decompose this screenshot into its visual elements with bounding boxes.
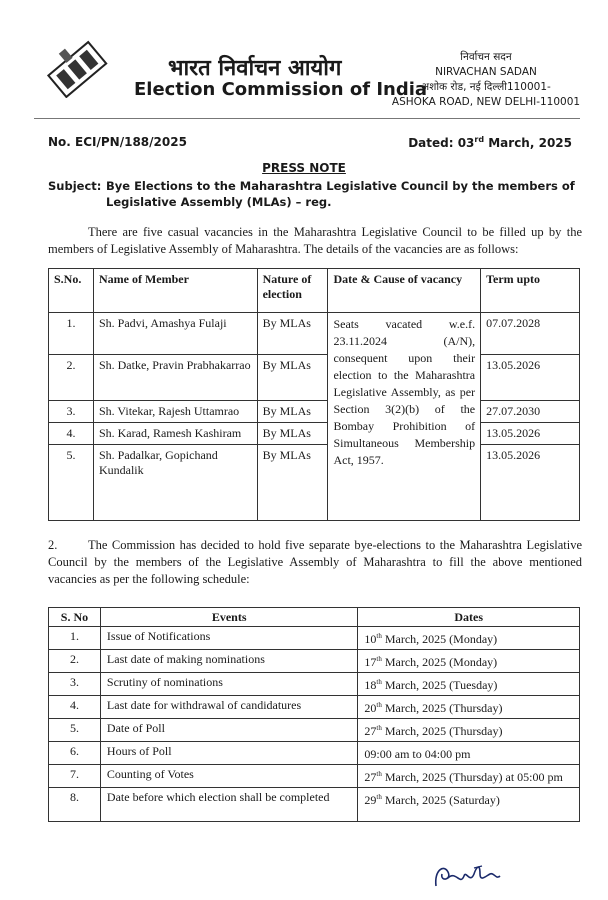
date-sup: th bbox=[376, 701, 382, 709]
date-cell bbox=[358, 742, 580, 765]
table-row bbox=[49, 650, 580, 673]
sno-cell: 3. bbox=[49, 401, 94, 423]
schedule-table bbox=[48, 607, 580, 822]
date-day: 09:00 am to 04:00 pm bbox=[364, 747, 471, 761]
date-sup: th bbox=[376, 724, 382, 732]
name-cell: Sh. Datke, Pravin Prabhakarrao bbox=[93, 355, 257, 401]
date-line bbox=[408, 135, 572, 150]
date-rest: March, 2025 (Monday) bbox=[381, 632, 498, 646]
name-cell: Sh. Padalkar, Gopichand Kundalik bbox=[93, 445, 257, 521]
term-cell: 27.07.2030 bbox=[481, 401, 580, 423]
date-cell bbox=[358, 650, 580, 673]
subject-text: Bye Elections to the Maharashtra Legislative Council by the members of Legislative Assembly (MLAs) – reg. bbox=[106, 179, 575, 209]
event-cell: Scrutiny of nominations bbox=[100, 673, 357, 696]
table-header-row bbox=[49, 608, 580, 627]
sno-cell: 2. bbox=[49, 650, 101, 673]
english-title: Election Commission of India bbox=[134, 79, 428, 100]
nature-cell: By MLAs bbox=[257, 423, 328, 445]
sno-cell: 5. bbox=[49, 719, 101, 742]
date-day: 10 bbox=[364, 632, 377, 646]
sno-cell: 1. bbox=[49, 627, 101, 650]
subject-label: Subject: bbox=[48, 179, 102, 193]
date-cell bbox=[358, 673, 580, 696]
date-sup: th bbox=[376, 655, 382, 663]
table-row bbox=[49, 627, 580, 650]
event-cell: Last date for withdrawal of candidatures bbox=[100, 696, 357, 719]
date-rest: March, 2025 (Monday) bbox=[381, 655, 498, 669]
paragraph-text: The Commission has decided to hold five separate bye-elections to the Maharashtra Legislative Council by the members of the Legislative Assembly of Maharashtra to fill the above mentioned vacancies as per the following schedule: bbox=[48, 538, 582, 586]
date-sup: th bbox=[376, 632, 382, 640]
header-cell: S.No. bbox=[49, 269, 94, 313]
table-row bbox=[49, 355, 580, 401]
nature-cell: By MLAs bbox=[257, 401, 328, 423]
address-line: NIRVACHAN SADAN bbox=[435, 66, 537, 78]
date-cell bbox=[358, 719, 580, 742]
date-rest: March, 2025 (Thursday) bbox=[381, 701, 503, 715]
date-cell bbox=[358, 788, 580, 822]
event-cell: Counting of Votes bbox=[100, 765, 357, 788]
date-day: 27 bbox=[364, 724, 377, 738]
header-cell: Name of Member bbox=[93, 269, 257, 313]
header-cell: Date & Cause of vacancy bbox=[328, 269, 481, 313]
table-header-row bbox=[49, 269, 580, 313]
date-cell bbox=[358, 627, 580, 650]
hindi-title: भारत निर्वाचन आयोग bbox=[168, 56, 342, 81]
term-cell: 13.05.2026 bbox=[481, 445, 580, 521]
table-row bbox=[49, 742, 580, 765]
cause-cell: Seats vacated w.e.f. 23.11.2024 (A/N), consequent upon their election to the Maharashtra Legislative Assembly, as per Section 3(2)(b) of the Bombay Prohibition of Simultaneous Membership Act, 1957. bbox=[328, 313, 481, 521]
address-line: अशोक रोड, नई दिल्ली110001- bbox=[421, 81, 551, 93]
date-rest: March, 2025 (Tuesday) bbox=[381, 678, 498, 692]
sno-cell: 5. bbox=[49, 445, 94, 521]
table-row bbox=[49, 788, 580, 822]
date-suffix-sup: rd bbox=[474, 135, 485, 144]
table-row bbox=[49, 765, 580, 788]
sno-cell: 2. bbox=[49, 355, 94, 401]
intro-paragraph: There are five casual vacancies in the Maharashtra Legislative Council to be filled up by the members of Legislative Assembly of Maharashtra. The details of the vacancies are as follows: bbox=[48, 225, 582, 256]
header-cell: Nature of election bbox=[257, 269, 328, 313]
header-cell: Events bbox=[100, 608, 357, 627]
date-day: 29 bbox=[364, 793, 377, 807]
date-sup: th bbox=[376, 770, 382, 778]
date-prefix: Dated: 03 bbox=[408, 136, 475, 150]
table-row bbox=[49, 673, 580, 696]
name-cell: Sh. Vitekar, Rajesh Uttamrao bbox=[93, 401, 257, 423]
sno-cell: 6. bbox=[49, 742, 101, 765]
header-cell: Term upto bbox=[481, 269, 580, 313]
table-row bbox=[49, 423, 580, 445]
nature-cell: By MLAs bbox=[257, 445, 328, 521]
date-rest: March, 2025 (Thursday) at 05:00 pm bbox=[381, 770, 563, 784]
event-cell: Hours of Poll bbox=[100, 742, 357, 765]
table-row bbox=[49, 696, 580, 719]
header-cell: S. No bbox=[49, 608, 101, 627]
sno-cell: 4. bbox=[49, 423, 94, 445]
date-cell bbox=[358, 765, 580, 788]
event-cell: Issue of Notifications bbox=[100, 627, 357, 650]
date-sup: th bbox=[376, 793, 382, 801]
header-divider bbox=[34, 118, 580, 119]
paragraph-number: 2. bbox=[48, 538, 58, 552]
eci-logo bbox=[36, 38, 116, 98]
press-note-label: PRESS NOTE bbox=[262, 161, 346, 175]
name-cell: Sh. Karad, Ramesh Kashiram bbox=[93, 423, 257, 445]
event-cell: Last date of making nominations bbox=[100, 650, 357, 673]
date-rest: March, 2025 (Saturday) bbox=[381, 793, 500, 807]
header-cell: Dates bbox=[358, 608, 580, 627]
date-day: 18 bbox=[364, 678, 377, 692]
table-row bbox=[49, 719, 580, 742]
table-row bbox=[49, 445, 580, 521]
date-day: 17 bbox=[364, 655, 377, 669]
address-line: ASHOKA ROAD, NEW DELHI-110001 bbox=[391, 96, 581, 108]
name-cell: Sh. Padvi, Amashya Fulaji bbox=[93, 313, 257, 355]
term-cell: 13.05.2026 bbox=[481, 423, 580, 445]
sno-cell: 7. bbox=[49, 765, 101, 788]
nature-cell: By MLAs bbox=[257, 313, 328, 355]
schedule-paragraph bbox=[48, 537, 582, 588]
address-block bbox=[386, 50, 586, 110]
nature-cell: By MLAs bbox=[257, 355, 328, 401]
reference-number: No. ECI/PN/188/2025 bbox=[48, 135, 187, 149]
vacancy-table bbox=[48, 268, 580, 521]
table-row bbox=[49, 401, 580, 423]
address-line: निर्वाचन सदन bbox=[460, 51, 512, 63]
table-row bbox=[49, 313, 580, 355]
sno-cell: 1. bbox=[49, 313, 94, 355]
date-day: 20 bbox=[364, 701, 377, 715]
event-cell: Date of Poll bbox=[100, 719, 357, 742]
date-sup: th bbox=[376, 678, 382, 686]
signature-icon bbox=[430, 856, 510, 896]
press-note-heading bbox=[0, 161, 608, 175]
date-rest: March, 2025 bbox=[484, 136, 572, 150]
sno-cell: 3. bbox=[49, 673, 101, 696]
date-rest: March, 2025 (Thursday) bbox=[381, 724, 503, 738]
sno-cell: 8. bbox=[49, 788, 101, 822]
term-cell: 07.07.2028 bbox=[481, 313, 580, 355]
term-cell: 13.05.2026 bbox=[481, 355, 580, 401]
event-cell: Date before which election shall be completed bbox=[100, 788, 357, 822]
date-day: 27 bbox=[364, 770, 377, 784]
date-cell bbox=[358, 696, 580, 719]
sno-cell: 4. bbox=[49, 696, 101, 719]
